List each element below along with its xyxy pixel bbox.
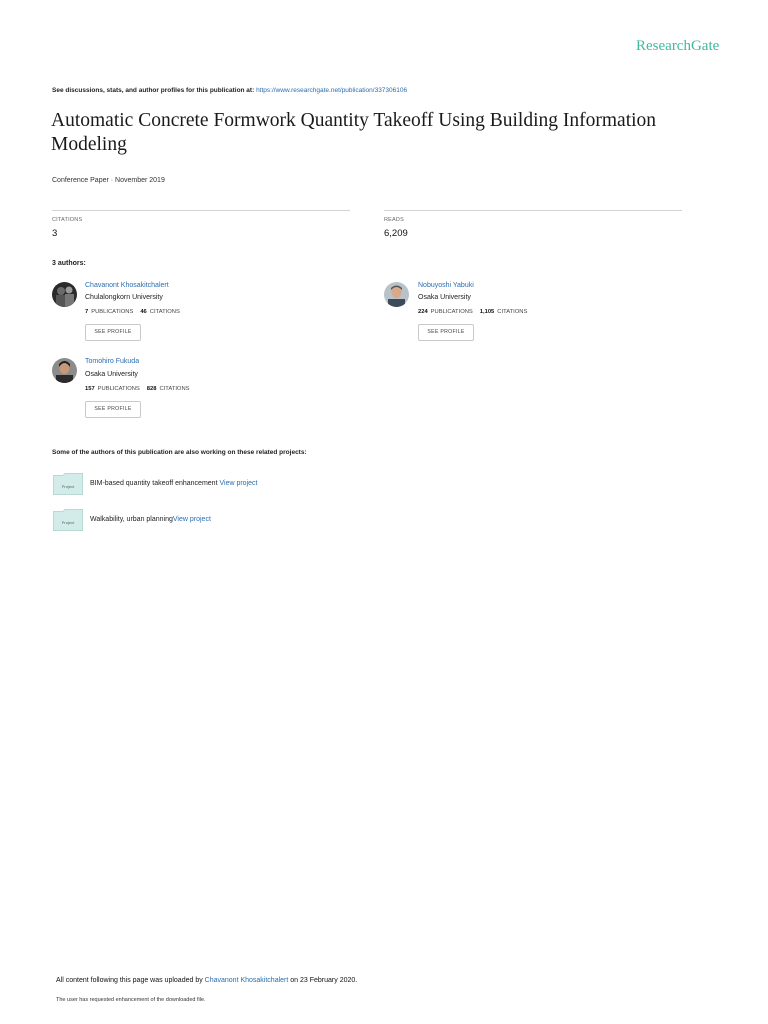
author-name-link[interactable]: Tomohiro Fukuda: [85, 358, 140, 365]
see-profile-button[interactable]: SEE PROFILE: [85, 324, 141, 341]
reads-divider: [384, 210, 682, 211]
project-folder-icon: [53, 509, 83, 529]
author-affiliation: Chulalongkorn University: [85, 294, 163, 301]
publication-url-link[interactable]: https://www.researchgate.net/publication/337306106: [256, 87, 408, 94]
upload-info: All content following this page was uploaded by Chavanont Khosakitchalert on 23 February 2020.: [56, 977, 358, 984]
author-stats: 157 PUBLICATIONS 828 CITATIONS: [85, 386, 190, 392]
view-project-link[interactable]: View project: [172, 516, 211, 523]
avatar[interactable]: [52, 282, 77, 307]
author-name-link[interactable]: Nobuyoshi Yabuki: [418, 282, 474, 289]
see-profile-button[interactable]: SEE PROFILE: [85, 401, 141, 418]
discussion-prefix: See discussions, stats, and author profiles for this publication at:: [52, 87, 257, 94]
author-name-link[interactable]: Chavanont Khosakitchalert: [85, 282, 169, 289]
citations-label: CITATIONS: [52, 217, 83, 223]
project-name: BIM-based quantity takeoff enhancement: [90, 480, 218, 487]
project-row: [90, 516, 211, 523]
view-project-link[interactable]: View project: [219, 480, 258, 487]
enhancement-note: The user has requested enhancement of the downloaded file.: [56, 997, 206, 1003]
project-name: Walkability, urban planning: [90, 516, 173, 523]
related-projects-heading: Some of the authors of this publication are also working on these related projects:: [52, 449, 307, 456]
reads-label: READS: [384, 217, 404, 223]
paper-title: Automatic Concrete Formwork Quantity Takeoff Using Building Information Modeling: [51, 110, 657, 155]
citations-value: 3: [52, 228, 58, 239]
uploader-link[interactable]: Chavanont Khosakitchalert: [204, 977, 289, 984]
see-profile-button[interactable]: SEE PROFILE: [418, 324, 474, 341]
avatar[interactable]: [52, 358, 77, 383]
svg-text:Project: Project: [61, 484, 75, 489]
project-row: [90, 480, 257, 487]
avatar[interactable]: [384, 282, 409, 307]
author-stats: 7 PUBLICATIONS 46 CITATIONS: [85, 309, 180, 315]
author-affiliation: Osaka University: [85, 371, 138, 378]
discussion-line: [52, 87, 407, 94]
project-folder-icon: [53, 473, 83, 493]
authors-heading: 3 authors:: [52, 260, 86, 267]
researchgate-logo[interactable]: ResearchGate: [636, 38, 720, 54]
citations-divider: [52, 210, 350, 211]
reads-value: 6,209: [384, 228, 408, 239]
author-affiliation: Osaka University: [418, 294, 471, 301]
paper-type-date: Conference Paper · November 2019: [52, 177, 165, 184]
author-stats: 224 PUBLICATIONS 1,105 CITATIONS: [418, 309, 528, 315]
svg-text:Project: Project: [61, 520, 75, 525]
